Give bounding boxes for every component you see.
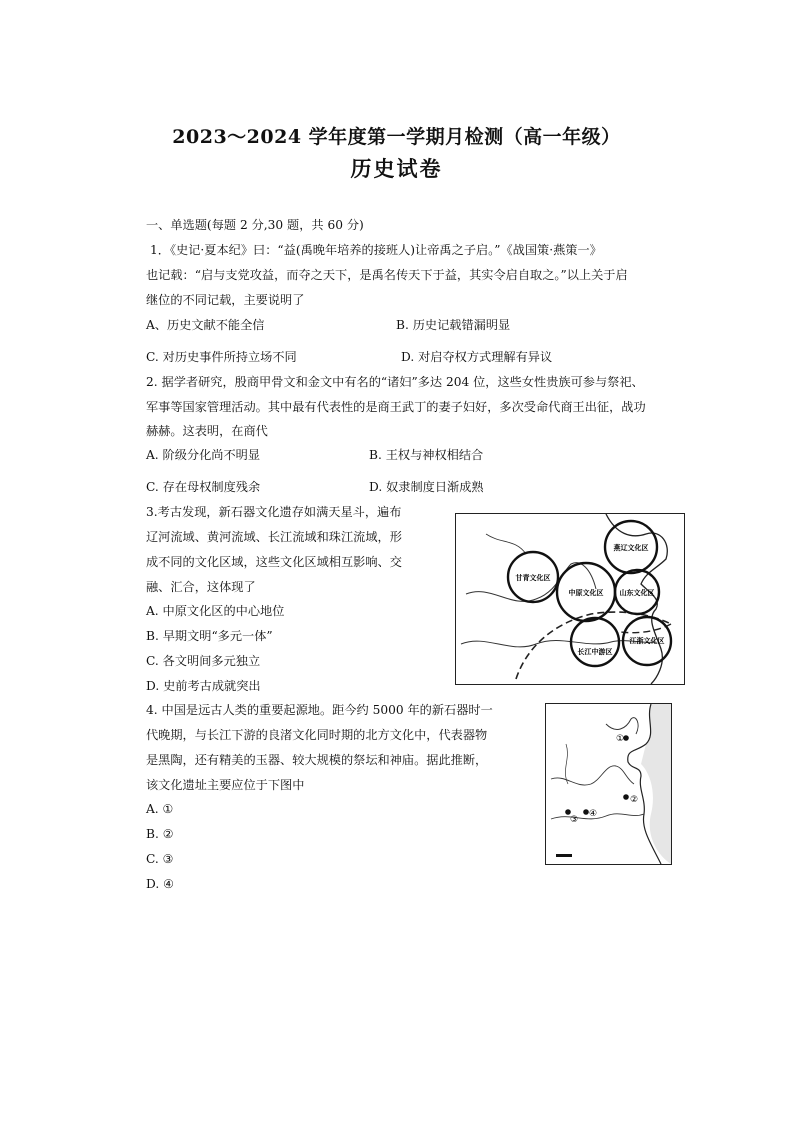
site-marker-2	[623, 794, 629, 800]
q4-line-2: 代晚期，与长江下游的良渚文化同时期的北方文化中，代表器物	[146, 728, 488, 742]
culture-region-map	[455, 513, 685, 685]
q3-option-c: C. 各文明间多元独立	[146, 654, 261, 668]
q2-option-a: A. 阶级分化尚不明显	[146, 448, 261, 462]
q4-option-c: C. ③	[146, 852, 174, 866]
zhongyuan-region-label: 中原文化区	[568, 589, 604, 597]
q2-option-c: C. 存在母权制度残余	[146, 480, 261, 494]
site-label-1: ①	[616, 734, 625, 744]
q1-option-c: C. 对历史事件所持立场不同	[146, 350, 297, 364]
q1-line-3: 继位的不同记载，主要说明了	[146, 293, 305, 307]
q1-line-2: 也记载：“启与支党攻益，而夺之天下，是禹名传天下于益，其实令启自取之。”以上关于启	[146, 268, 628, 282]
jiangzhe-region-label: 江浙文化区	[629, 637, 665, 645]
q3-option-b: B. 早期文明“多元一体”	[146, 629, 273, 643]
q3-line-4: 融、汇合，这体现了	[146, 580, 256, 594]
shandong-region-label: 山东文化区	[619, 589, 655, 597]
q2-line-3: 赫赫。这表明，在商代	[146, 424, 268, 438]
q1-line-1: 1．《史记·夏本纪》曰：“益(禹晚年培养的接班人)让帝禹之子启。”《战国策·燕策一》	[150, 243, 602, 257]
site-marker-4	[583, 809, 589, 815]
q3-option-a: A. 中原文化区的中心地位	[146, 604, 285, 618]
q4-option-d: D. ④	[146, 877, 175, 891]
q1-option-a: A、历史文献不能全信	[146, 318, 265, 332]
site-marker-3	[565, 809, 571, 815]
q3-line-3: 成不同的文化区域，这些文化区域相互影响、交	[146, 555, 402, 569]
q1-option-d: D. 对启夺权方式理解有异议	[401, 350, 553, 364]
yanliao-region-label: 燕辽文化区	[613, 544, 649, 552]
q3-line-1: 3.考古发现，新石器文化遗存如满天星斗，遍布	[146, 505, 402, 519]
site-label-4: ④	[589, 809, 598, 819]
section-heading: 一、单选题(每题 2 分,30 题，共 60 分)	[146, 218, 364, 232]
q2-option-b: B. 王权与神权相结合	[369, 448, 484, 462]
q3-option-d: D. 史前考古成就突出	[146, 679, 261, 693]
exam-subtitle: 历史试卷	[350, 156, 443, 181]
culture-region-map-drawing	[456, 514, 684, 684]
q2-line-2: 军事等国家管理活动。其中最有代表性的是商王武丁的妻子妇好，多次受命代商王出征，战功	[146, 400, 646, 414]
exam-title: 2023～2024 学年度第一学期月检测（高一年级）	[172, 126, 621, 148]
scale-bar	[556, 854, 572, 857]
site-location-map-drawing	[546, 704, 671, 864]
q4-line-3: 是黑陶，还有精美的玉器、较大规模的祭坛和神庙。据此推断，	[146, 753, 488, 767]
site-label-3: ③	[570, 815, 579, 825]
q2-option-d: D. 奴隶制度日渐成熟	[369, 480, 484, 494]
site-location-map	[545, 703, 672, 865]
q2-line-1: 2. 据学者研究，殷商甲骨文和金文中有名的“诸妇”多达 204 位，这些女性贵族可参与祭祀、	[146, 375, 644, 389]
q3-line-2: 辽河流域、黄河流域、长江流域和珠江流域，形	[146, 530, 402, 544]
changjiang-region-label: 长江中游区	[577, 648, 613, 656]
gansu-region-label: 甘青文化区	[515, 574, 551, 582]
q4-line-1: 4. 中国是远古人类的重要起源地。距今约 5000 年的新石器时一	[146, 703, 493, 717]
site-label-2: ②	[630, 795, 639, 805]
q4-option-b: B. ②	[146, 827, 174, 841]
q4-option-a: A. ①	[146, 802, 174, 816]
q4-line-4: 该文化遗址主要应位于下图中	[146, 778, 305, 792]
q1-option-b: B. 历史记载错漏明显	[396, 318, 511, 332]
